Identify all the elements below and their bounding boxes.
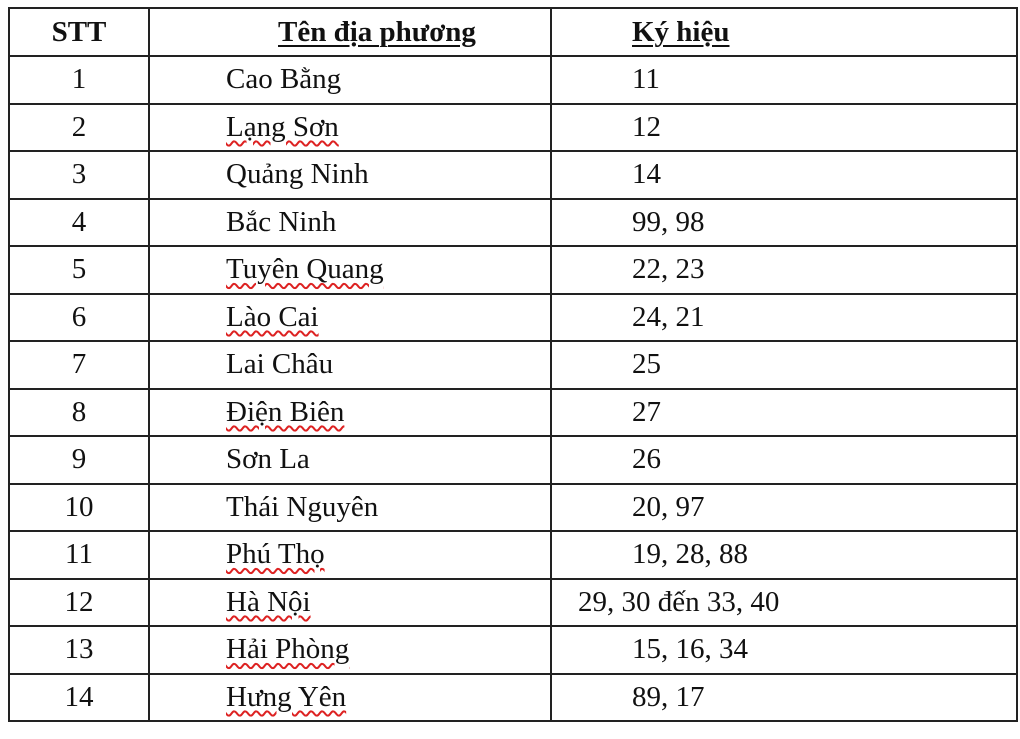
cell-code: 14	[552, 152, 1018, 198]
cell-code: 12	[552, 105, 1018, 151]
table-row	[10, 247, 1018, 295]
cell-name: Lạng Sơn	[150, 105, 552, 151]
cell-code: 22, 23	[552, 247, 1018, 293]
cell-code: 20, 97	[552, 485, 1018, 531]
provinces-table	[8, 7, 1018, 722]
header-stt: STT	[10, 9, 150, 55]
table-row	[10, 105, 1018, 153]
table-row	[10, 57, 1018, 105]
cell-code: 11	[552, 57, 1018, 103]
cell-stt: 1	[10, 57, 150, 103]
cell-stt: 5	[10, 247, 150, 293]
cell-code: 15, 16, 34	[552, 627, 1018, 673]
cell-name: Tuyên Quang	[150, 247, 552, 293]
header-name: Tên địa phương	[150, 9, 552, 55]
cell-stt: 8	[10, 390, 150, 436]
cell-name: Điện Biên	[150, 390, 552, 436]
cell-name: Quảng Ninh	[150, 152, 552, 198]
cell-stt: 2	[10, 105, 150, 151]
cell-code: 24, 21	[552, 295, 1018, 341]
table-row	[10, 532, 1018, 580]
table-row	[10, 485, 1018, 533]
cell-stt: 4	[10, 200, 150, 246]
cell-stt: 10	[10, 485, 150, 531]
cell-name: Lào Cai	[150, 295, 552, 341]
cell-code: 19, 28, 88	[552, 532, 1018, 578]
cell-code: 99, 98	[552, 200, 1018, 246]
cell-code: 89, 17	[552, 675, 1018, 721]
table-row	[10, 627, 1018, 675]
cell-name: Hải Phòng	[150, 627, 552, 673]
cell-stt: 12	[10, 580, 150, 626]
cell-name: Bắc Ninh	[150, 200, 552, 246]
cell-name: Hà Nội	[150, 580, 552, 626]
cell-name: Lai Châu	[150, 342, 552, 388]
table-row	[10, 437, 1018, 485]
cell-code: 26	[552, 437, 1018, 483]
table-row	[10, 390, 1018, 438]
cell-code: 29, 30 đến 33, 40	[552, 580, 1018, 626]
header-code: Ký hiệu	[552, 9, 1018, 55]
cell-name: Hưng Yên	[150, 675, 552, 721]
table-row	[10, 152, 1018, 200]
cell-stt: 14	[10, 675, 150, 721]
cell-stt: 11	[10, 532, 150, 578]
cell-stt: 7	[10, 342, 150, 388]
table-row	[10, 580, 1018, 628]
cell-stt: 13	[10, 627, 150, 673]
cell-stt: 9	[10, 437, 150, 483]
table-header-row	[10, 9, 1018, 57]
cell-stt: 6	[10, 295, 150, 341]
table-row	[10, 675, 1018, 723]
cell-stt: 3	[10, 152, 150, 198]
cell-name: Sơn La	[150, 437, 552, 483]
table-row	[10, 295, 1018, 343]
cell-name: Cao Bằng	[150, 57, 552, 103]
cell-name: Phú Thọ	[150, 532, 552, 578]
table-row	[10, 342, 1018, 390]
cell-code: 27	[552, 390, 1018, 436]
cell-code: 25	[552, 342, 1018, 388]
cell-name: Thái Nguyên	[150, 485, 552, 531]
table-row	[10, 200, 1018, 248]
